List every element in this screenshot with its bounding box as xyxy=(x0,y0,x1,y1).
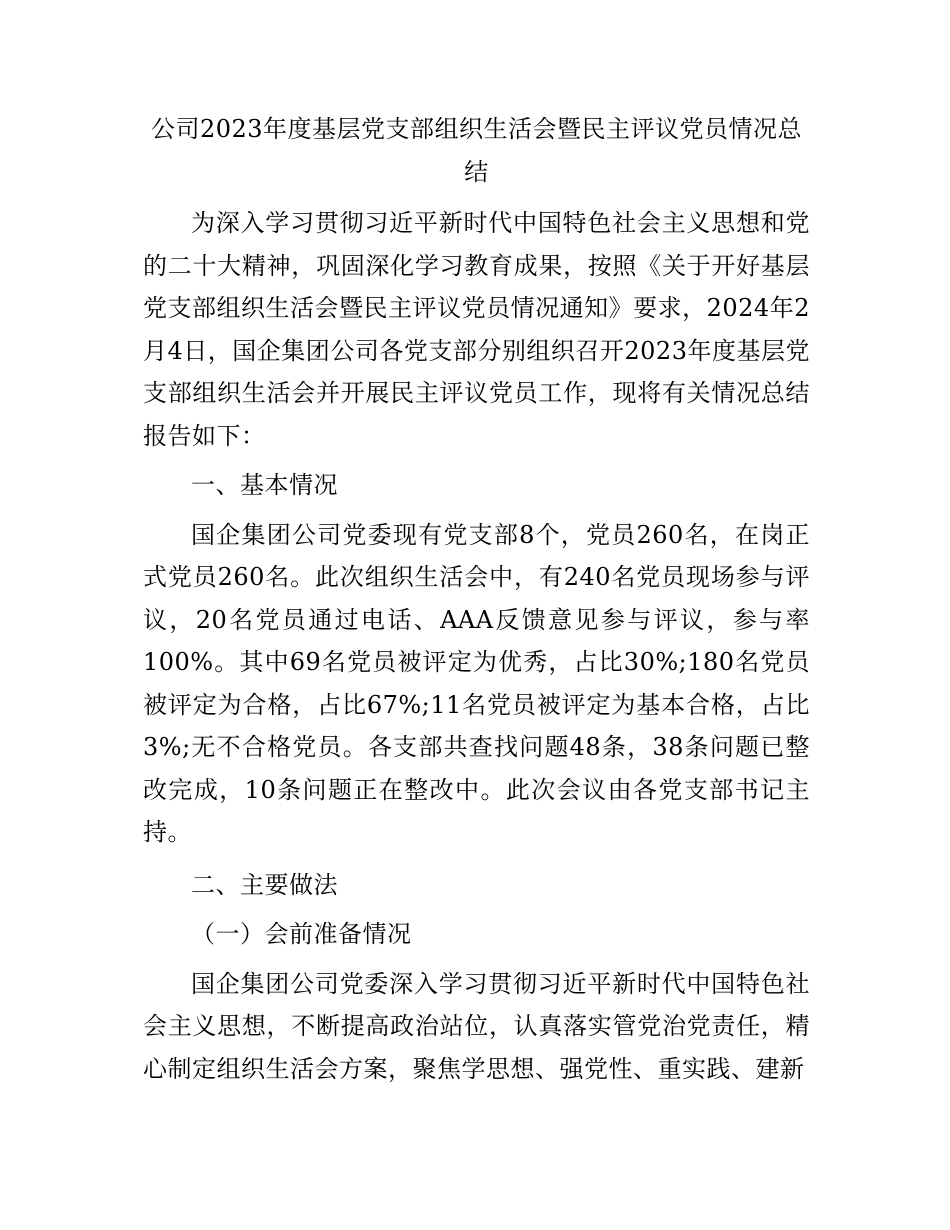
intro-paragraph: 为深入学习贯彻习近平新时代中国特色社会主义思想和党的二十大精神，巩固深化学习教育成果，按照《关于开好基层党支部组织生活会暨民主评议党员情况通知》要求，2024年2月4日，国企集团公司各党支部分别组织召开2023年度基层党支部组织生活会并开展民主评议党员工作，现将有关情况总结报告如下： xyxy=(143,209,810,450)
subsection-heading-preparation: （一）会前准备情况 xyxy=(191,920,412,948)
section-heading-methods: 二、主要做法 xyxy=(191,870,338,899)
spacer xyxy=(143,194,810,202)
spacer xyxy=(143,457,810,464)
preparation-paragraph: 国企集团公司党委深入学习贯彻习近平新时代中国特色社会主义思想，不断提高政治站位，认真落实管党治党责任，精心制定组织生活会方案，聚焦学思想、强党性、重实践、建新 xyxy=(143,969,810,1083)
basic-info-paragraph: 国企集团公司党委现有党支部8个，党员260名，在岗正式党员260名。此次组织生活会中，有240名党员现场参与评议，20名党员通过电话、AAA反馈意见参与评议，参与率100%。其中69名党员被评定为优秀，占比30%;180名党员被评定为合格，占比67%;11名党员被评定为基本合格，占比3%;无不合格党员。各支部共查找问题48条，38条问题已整改完成，10条问题正在整改中。此次会议由各党支部书记主持。 xyxy=(143,520,810,846)
spacer xyxy=(143,854,810,864)
spacer xyxy=(143,956,810,963)
document-title: 公司2023年度基层党支部组织生活会暨民主评议党员情况总结 xyxy=(150,115,803,186)
spacer xyxy=(143,906,810,913)
section-heading-basic: 一、基本情况 xyxy=(191,471,338,499)
document-page xyxy=(143,108,810,1090)
spacer xyxy=(143,507,810,514)
